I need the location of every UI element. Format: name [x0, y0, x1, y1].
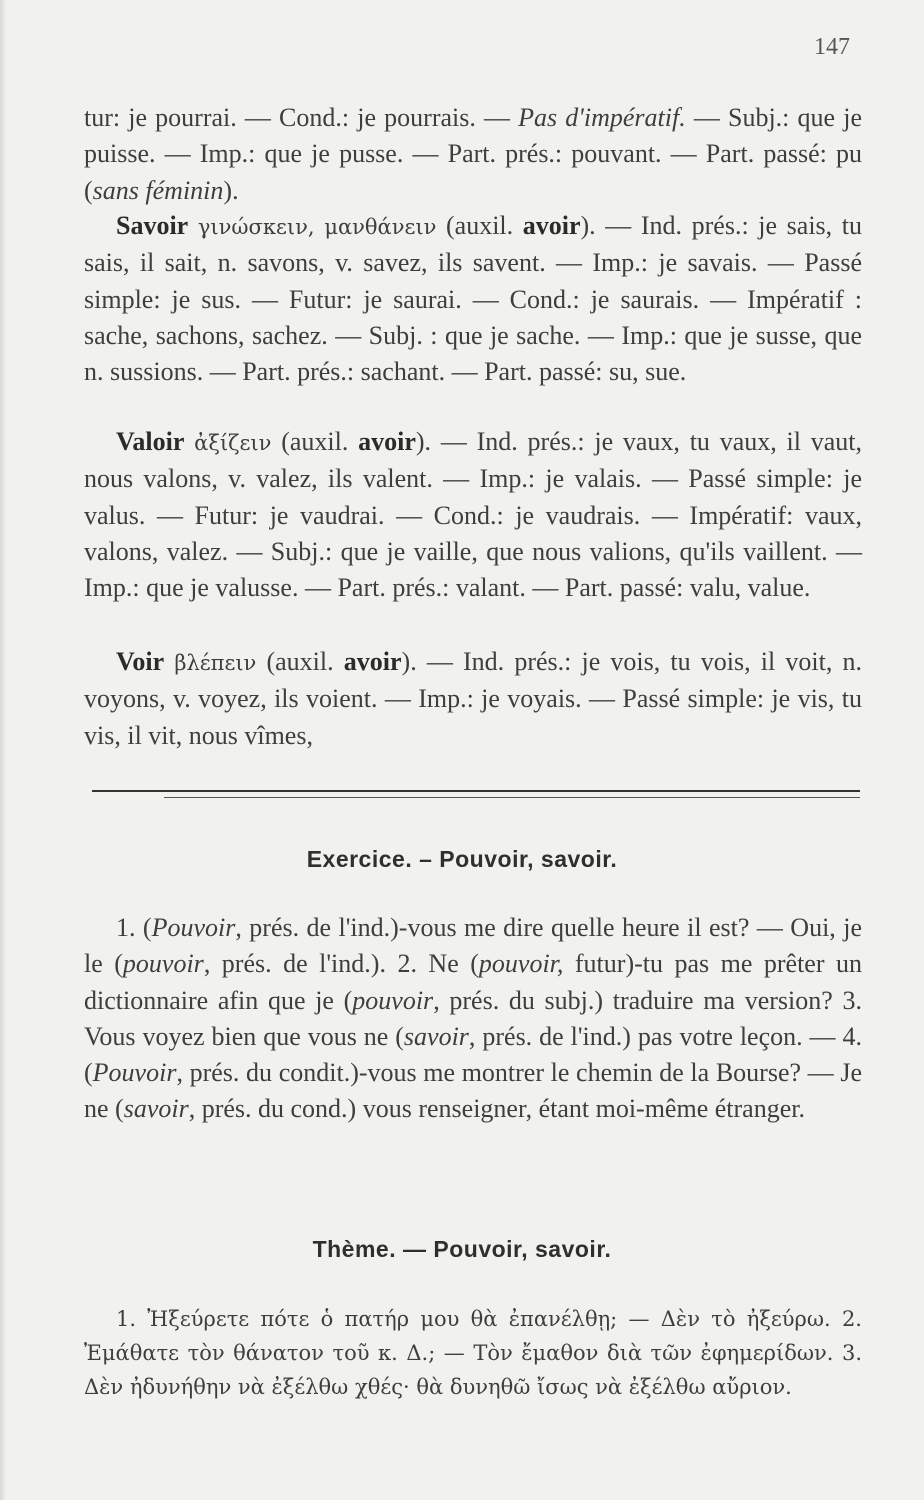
- text-italic: savoir: [123, 1094, 189, 1124]
- conjugation-text: ). — Ind. prés.: je vois, tu vois, il voit, n. voyons, v. voyez, ils voient. — Imp.: je voyais. — Passé simple: je vis, tu vis, il vit, nous vîmes,: [84, 647, 862, 750]
- paragraph-pouvoir-continued: [84, 100, 862, 209]
- greek-translation: γινώσκειν, μανθάνειν: [197, 215, 437, 239]
- text-italic: Pouvoir: [92, 1058, 177, 1088]
- text-run: — Subj.: que je puisse. — Imp.: que je pusse. — Part. prés.: pouvant. — Part. passé: pu (: [84, 103, 863, 205]
- text-italic: pouvoir: [352, 985, 434, 1015]
- verb-heading: Savoir: [116, 211, 189, 240]
- verb-heading: Voir: [116, 647, 165, 676]
- page-number: 147: [814, 34, 850, 60]
- paragraph-voir: [84, 644, 862, 754]
- text-run: , prés. de l'ind.). 2. Ne (: [203, 949, 479, 979]
- exercise-text: [84, 910, 862, 1128]
- paragraph-savoir: [84, 208, 862, 390]
- conjugation-text: ). — Ind. prés.: je sais, tu sais, il sait, n. savons, v. savez, ils savent. — Imp.: je savais. — Passé simple: je sus. — Futur: je saurai. — Cond.: je saurais. — Impératif : sache, sachons, sachez. — Subj. : que je sache. — Imp.: que je susse, que n. sussions. — Part. prés.: sachant. — Part. passé: su, sue.: [84, 211, 862, 387]
- text-run: (auxil.: [436, 211, 523, 240]
- text-run: 1. (: [116, 913, 152, 942]
- auxiliary-verb: avoir: [522, 211, 581, 240]
- text-run: futur)-tu pas me prêter un dictionnaire afin que je (: [84, 949, 863, 1015]
- text-run: (auxil.: [271, 427, 359, 456]
- text-italic: pouvoir,: [478, 949, 564, 979]
- text-run: , prés. de l'ind.) pas votre leçon. — 4. (: [84, 1021, 863, 1088]
- auxiliary-verb: avoir: [343, 647, 402, 676]
- section-divider-thin: [164, 797, 860, 798]
- text-italic: sans féminin: [92, 175, 224, 205]
- text-run: , prés. de l'ind.)-vous me dire quelle heure il est? — Oui, je le (: [84, 913, 862, 979]
- text-italic: Pas d'impératif.: [518, 103, 686, 132]
- text-italic: pouvoir: [122, 949, 204, 979]
- greek-translation: ἀξίζειν: [194, 431, 272, 455]
- paragraph-valoir: [84, 424, 862, 606]
- conjugation-text: ). — Ind. prés.: je vaux, tu vaux, il vaut, nous valons, v. valez, ils valent. — Imp.: je valais. — Passé simple: je valus. — Futur: je vaudrai. — Cond.: je vaudrais. — Impératif: vaux, valons, valez. — Subj.: que je vaille, que nous valions, qu'ils vaillent. — Imp.: que je valusse. — Part. prés.: valant. — Part. passé: valu, value.: [84, 427, 862, 603]
- scan-edge: [0, 0, 6, 1500]
- text-italic: savoir: [403, 1021, 469, 1051]
- text-italic: Pouvoir: [151, 913, 236, 942]
- greek-translation: βλέπειν: [174, 651, 257, 675]
- section-divider: [92, 790, 860, 792]
- theme-text: 1. Ἠξεύρετε πότε ὁ πατήρ μου θὰ ἐπανέλθῃ; — Δὲν τὸ ἠξεύρω. 2. Ἐμάθατε τὸν θάνατον τοῦ κ. Δ.; — Τὸν ἔμαθον διὰ τῶν ἐφημερίδων. 3. Δὲν ἠδυνήθην νὰ ἐξέλθω χθές· θὰ δυνηθῶ ἴσως νὰ ἐξέλθω αὔριον.: [84, 1307, 862, 1399]
- text-run: (auxil.: [256, 647, 344, 676]
- exercise-heading: Exercice. – Pouvoir, savoir.: [306, 846, 618, 872]
- verb-heading: Valoir: [116, 427, 185, 456]
- text-run: , prés. du condit.)-vous me montrer le chemin de la Bourse? — Je ne (: [84, 1058, 862, 1124]
- text-run: tur: je pourrai. — Cond.: je pourrais. —: [84, 103, 519, 132]
- theme-heading: Thème. — Pouvoir, savoir.: [312, 1236, 612, 1262]
- text-run: ).: [223, 175, 239, 205]
- auxiliary-verb: avoir: [358, 427, 416, 456]
- text-run: , prés. du cond.) vous renseigner, étant moi-même étranger.: [188, 1094, 805, 1124]
- text-run: , prés. du subj.) traduire ma version? 3. Vous voyez bien que vous ne (: [84, 985, 862, 1051]
